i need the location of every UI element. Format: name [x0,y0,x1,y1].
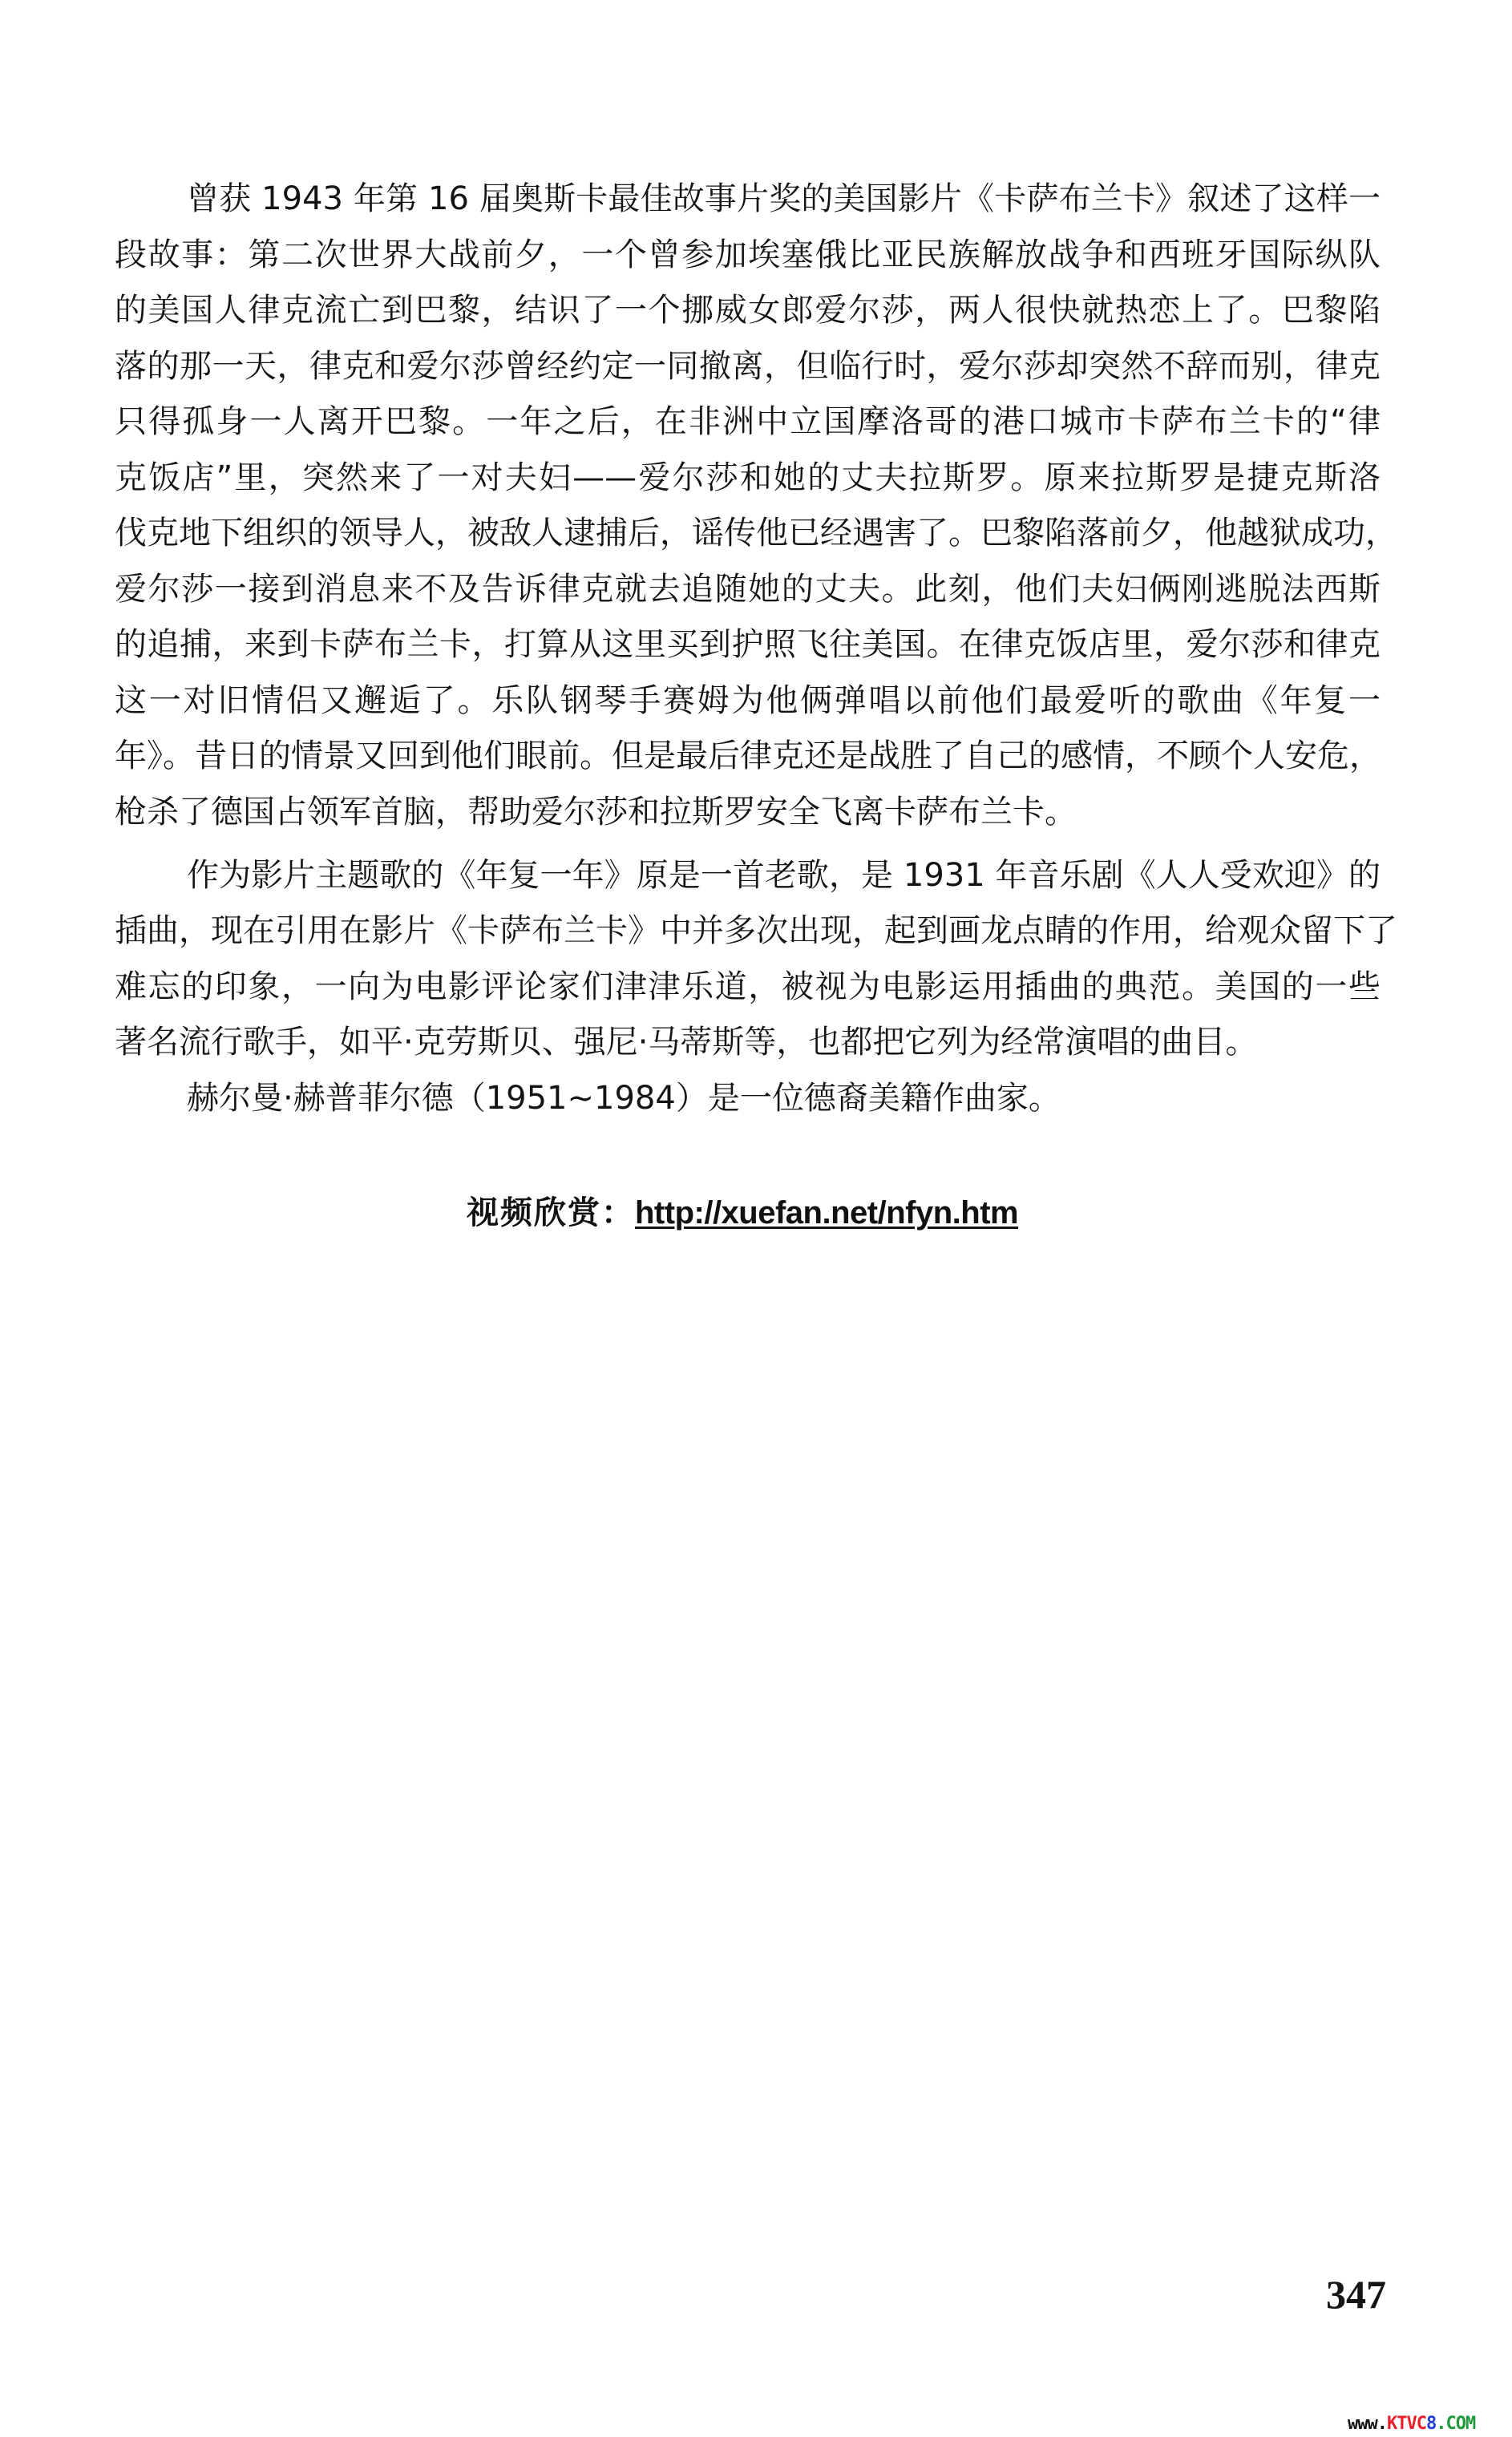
watermark-part: www. [1348,2414,1387,2434]
text-line: 克饭店”里，突然来了一对夫妇——爱尔莎和她的丈夫拉斯罗。原来拉斯罗是捷克斯洛 [115,459,1381,496]
video-link-url[interactable]: http://xuefan.net/nfyn.htm [635,1195,1019,1231]
text-line: 年》。昔日的情景又回到他们眼前。但是最后律克还是战胜了自己的感情，不顾个人安危， [115,738,1381,774]
text-line: 难忘的印象，一向为电影评论家们津津乐道，被视为电影运用插曲的典范。美国的一些 [115,968,1381,1005]
text-line: 赫尔曼·赫普菲尔德（1951~1984）是一位德裔美籍作曲家。 [187,1080,1061,1117]
watermark-logo [1348,2414,1475,2435]
text-line: 插曲，现在引用在影片《卡萨布兰卡》中并多次出现，起到画龙点睛的作用，给观众留下了 [115,912,1397,949]
text-line: 爱尔莎一接到消息来不及告诉律克就去追随她的丈夫。此刻，他们夫妇俩刚逃脱法西斯 [115,571,1381,608]
text-line: 落的那一天，律克和爱尔莎曾经约定一同撤离，但临行时，爱尔莎却突然不辞而别，律克 [115,348,1381,385]
watermark-part: 8 [1425,2414,1437,2434]
text-line: 伐克地下组织的领导人，被敌人逮捕后，谣传他已经遇害了。巴黎陷落前夕，他越狱成功， [115,515,1397,552]
text-line: 这一对旧情侣又邂逅了。乐队钢琴手赛姆为他俩弹唱以前他们最爱听的歌曲《年复一 [115,682,1381,719]
text-line: 的美国人律克流亡到巴黎，结识了一个挪威女郎爱尔莎，两人很快就热恋上了。巴黎陷 [115,292,1381,329]
video-link-label: 视频欣赏： [467,1195,635,1231]
text-line: 曾获 1943 年第 16 届奥斯卡最佳故事片奖的美国影片《卡萨布兰卡》叙述了这样一 [187,180,1381,217]
text-line: 的追捕，来到卡萨布兰卡，打算从这里买到护照飞往美国。在律克饭店里，爱尔莎和律克 [115,626,1381,663]
text-line: 著名流行歌手，如平·克劳斯贝、强尼·马蒂斯等，也都把它列为经常演唱的曲目。 [115,1024,1258,1061]
watermark-part: .COM [1436,2414,1476,2434]
page-number: 347 [1326,2272,1386,2317]
text-line: 作为影片主题歌的《年复一年》原是一首老歌，是 1931 年音乐剧《人人受欢迎》的 [187,857,1381,894]
text-line: 枪杀了德国占领军首脑，帮助爱尔莎和拉斯罗安全飞离卡萨布兰卡。 [115,794,1077,831]
video-link-row [467,1193,1018,1233]
text-line: 只得孤身一人离开巴黎。一年之后，在非洲中立国摩洛哥的港口城市卡萨布兰卡的“律 [115,403,1381,440]
text-line: 段故事：第二次世界大战前夕，一个曾参加埃塞俄比亚民族解放战争和西班牙国际纵队 [115,236,1381,273]
watermark-part: KTVC [1386,2414,1426,2434]
